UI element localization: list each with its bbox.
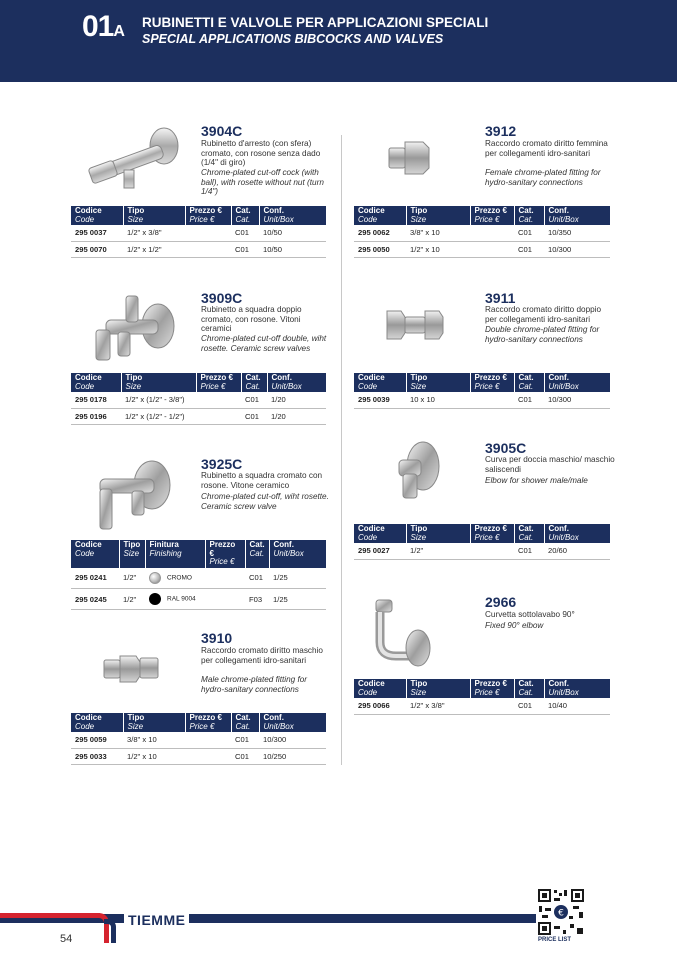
cell-cat: C01	[231, 225, 259, 241]
section-letter: A	[113, 23, 125, 40]
header-label-it: Codice	[75, 373, 102, 382]
product-description-it: Rubinetto d'arresto (con sfera) cromato, con rosone senza dado (1/4" di giro)	[201, 139, 321, 168]
cell-price	[205, 589, 245, 610]
header-label-it: Conf.	[548, 679, 569, 688]
header-label-en: Cat.	[518, 687, 534, 697]
table-row	[71, 408, 326, 424]
table-row	[354, 225, 610, 241]
header-label-it: Codice	[75, 713, 102, 722]
header-label-it: Prezzo €	[189, 713, 222, 722]
col-conf	[544, 206, 610, 225]
cell-conf: 10/40	[544, 698, 610, 714]
cell-size: 1/2" x 1/2"	[123, 241, 185, 257]
col-size	[121, 373, 196, 392]
cell-price	[185, 748, 231, 764]
cell-price	[185, 732, 231, 748]
table-header-row	[71, 206, 326, 225]
cell-conf: 1/20	[267, 392, 326, 408]
cell-size: 1/2" x (1/2" - 1/2")	[121, 408, 196, 424]
header-label-en: Price €	[189, 214, 215, 224]
cell-cat: C01	[514, 225, 544, 241]
product-description-it: Curva per doccia maschio/ maschio saliscendi	[485, 455, 615, 474]
header-label-en: Price €	[474, 687, 500, 697]
col-price	[470, 373, 514, 392]
cell-cat: C01	[245, 568, 269, 589]
product-code: 3911	[485, 290, 516, 306]
header-label-en: Size	[410, 381, 427, 391]
header-label-it: Tipo	[410, 206, 428, 215]
cell-price	[470, 543, 514, 559]
table-header-row	[354, 206, 610, 225]
cell-code: 295 0027	[354, 543, 406, 559]
header-label-en: Unit/Box	[548, 214, 579, 224]
product-code: 3904C	[201, 123, 243, 139]
cell-conf: 10/300	[544, 241, 610, 257]
cell-cat: C01	[231, 748, 259, 764]
qr-label: PRICE LIST	[538, 937, 572, 943]
product-code: 3925C	[201, 456, 243, 472]
cell-cat: C01	[241, 408, 267, 424]
col-code	[71, 713, 123, 732]
cell-price	[196, 408, 241, 424]
product-code: 3912	[485, 123, 517, 139]
header-label-en: Code	[358, 214, 378, 224]
cell-size: 1/2" x 3/8"	[406, 698, 470, 714]
cell-size: 3/8" x 10	[123, 732, 185, 748]
header-label-it: Prezzo €	[189, 206, 222, 215]
header-label-en: Unit/Box	[263, 721, 294, 731]
product-table	[354, 206, 610, 258]
product-description-en: Female chrome-plated fitting for hydro-sanitary connections	[485, 168, 601, 187]
tiemme-logo: TIEMME	[124, 912, 189, 928]
header-label-it: Cat.	[249, 540, 265, 549]
header-label-en: Size	[127, 214, 144, 224]
header-label-en: Unit/Box	[271, 381, 302, 391]
table-row	[354, 698, 610, 714]
header-label-en: Code	[358, 532, 378, 542]
col-conf	[544, 679, 610, 698]
product-description-it: Rubinetto a squadra cromato con rosone. Vitone ceramico	[201, 471, 323, 490]
cell-code: 295 0178	[71, 392, 121, 408]
cell-size: 1/2" x (1/2" - 3/8")	[121, 392, 196, 408]
col-size	[123, 713, 185, 732]
col-size	[406, 206, 470, 225]
cell-code: 295 0066	[354, 698, 406, 714]
page-header	[0, 0, 677, 82]
col-size	[406, 679, 470, 698]
table-row	[71, 225, 326, 241]
cell-cat: C01	[514, 241, 544, 257]
header-label-it: Tipo	[123, 540, 141, 549]
header-label-it: Conf.	[273, 540, 294, 549]
header-label-it: Prezzo €	[209, 540, 236, 558]
cell-conf: 20/60	[544, 543, 610, 559]
col-price	[196, 373, 241, 392]
header-label-it: Conf.	[548, 524, 569, 533]
cell-cat: F03	[245, 589, 269, 610]
header-label-it: Conf.	[263, 713, 284, 722]
cell-conf: 10/300	[544, 392, 610, 408]
col-cat	[514, 206, 544, 225]
header-label-it: Cat.	[518, 373, 534, 382]
table-header-row	[71, 713, 326, 732]
cell-size: 1/2" x 10	[123, 748, 185, 764]
header-label-it: Conf.	[271, 373, 292, 382]
header-label-it: Conf.	[548, 206, 569, 215]
cell-conf: 1/25	[269, 568, 326, 589]
col-size	[119, 540, 145, 568]
cell-code: 295 0050	[354, 241, 406, 257]
cell-size: 1/2"	[119, 589, 145, 610]
cell-price	[470, 392, 514, 408]
cell-size: 1/2" x 3/8"	[123, 225, 185, 241]
table-row	[71, 241, 326, 257]
cell-finish	[145, 589, 205, 610]
svg-text:€: €	[558, 908, 564, 919]
col-cat	[231, 713, 259, 732]
header-label-it: Codice	[358, 679, 385, 688]
header-label-en: Price €	[474, 381, 500, 391]
header-label-it: Codice	[358, 524, 385, 533]
cell-cat: C01	[514, 392, 544, 408]
product-description-it: Raccordo cromato diritto maschio per collegamenti idro-sanitari	[201, 646, 323, 665]
table-header-row	[71, 373, 326, 392]
col-cat	[514, 679, 544, 698]
angle-valve-image	[84, 124, 194, 194]
header-label-en: Code	[358, 687, 378, 697]
header-label-it: Codice	[75, 206, 102, 215]
col-cat	[241, 373, 267, 392]
header-label-en: Code	[75, 214, 95, 224]
cell-cat: C01	[514, 543, 544, 559]
header-label-en: Price €	[200, 381, 226, 391]
header-label-it: Prezzo €	[474, 373, 507, 382]
header-label-en: Unit/Box	[548, 532, 579, 542]
cell-code: 295 0033	[71, 748, 123, 764]
cell-conf: 10/50	[259, 241, 326, 257]
cell-code: 295 0241	[71, 568, 119, 589]
product-description-en: Male chrome-plated fitting for hydro-sanitary connections	[201, 675, 308, 694]
cell-code: 295 0059	[71, 732, 123, 748]
product-description-en: Elbow for shower male/male	[485, 476, 588, 485]
chrome-swatch	[149, 572, 161, 584]
cell-conf: 10/250	[259, 748, 326, 764]
basin-elbow-image	[370, 598, 434, 668]
header-label-it: Prezzo €	[200, 373, 233, 382]
col-cat	[245, 540, 269, 568]
header-label-it: Cat.	[518, 206, 534, 215]
cell-size: 1/2" x 10	[406, 241, 470, 257]
page-number: 54	[60, 933, 73, 945]
header-label-en: Unit/Box	[263, 214, 294, 224]
table-row	[71, 748, 326, 764]
header-label-en: Unit/Box	[273, 548, 304, 558]
cell-code: 295 0245	[71, 589, 119, 610]
header-label-it: Cat.	[518, 524, 534, 533]
cell-conf: 10/300	[259, 732, 326, 748]
col-code	[71, 373, 121, 392]
header-label-en: Cat.	[518, 381, 534, 391]
header-label-it: Tipo	[127, 713, 145, 722]
table-header-row	[71, 540, 326, 568]
product-code: 3910	[201, 630, 233, 646]
cell-code: 295 0062	[354, 225, 406, 241]
col-conf	[269, 540, 326, 568]
cell-conf: 1/20	[267, 408, 326, 424]
cell-cat: C01	[514, 698, 544, 714]
product-description-en: Chrome-plated cut-off, wiht rosette. Ceramic screw valve	[201, 492, 329, 511]
cell-size: 1/2"	[406, 543, 470, 559]
product-table	[354, 679, 610, 715]
cell-price	[470, 241, 514, 257]
header-label-it: Prezzo €	[474, 679, 507, 688]
footer-blue-hook	[104, 919, 116, 943]
header-label-it: Cat.	[235, 713, 251, 722]
cell-price	[185, 225, 231, 241]
col-conf	[259, 206, 326, 225]
header-label-it: Tipo	[410, 373, 428, 382]
cell-price	[205, 568, 245, 589]
col-price	[205, 540, 245, 568]
cell-code: 295 0039	[354, 392, 406, 408]
female-fitting-image	[387, 140, 437, 176]
table-row	[71, 589, 326, 610]
angle-valve-image	[92, 455, 182, 535]
header-label-en: Size	[410, 532, 427, 542]
cell-code: 295 0196	[71, 408, 121, 424]
header-label-it: Codice	[358, 373, 385, 382]
col-size	[123, 206, 185, 225]
product-table	[71, 206, 326, 258]
header-label-en: Cat.	[245, 381, 261, 391]
finish-label: RAL 9004	[167, 595, 196, 603]
product-table	[354, 373, 610, 409]
header-label-en: Size	[127, 721, 144, 731]
cell-price	[470, 225, 514, 241]
black-swatch	[149, 593, 161, 605]
product-description-it: Raccordo cromato diritto femmina per collegamenti idro-sanitari	[485, 139, 608, 158]
header-label-en: Code	[75, 548, 95, 558]
col-cat	[514, 373, 544, 392]
table-row	[354, 543, 610, 559]
header-label-en: Cat.	[235, 721, 251, 731]
footer-red-stripe	[0, 913, 100, 918]
col-cat	[231, 206, 259, 225]
cell-code: 295 0070	[71, 241, 123, 257]
col-code	[354, 524, 406, 543]
cell-cat: C01	[241, 392, 267, 408]
cell-price	[196, 392, 241, 408]
col-code	[71, 540, 119, 568]
header-label-en: Cat.	[235, 214, 251, 224]
table-row	[354, 392, 610, 408]
col-finish	[145, 540, 205, 568]
header-label-it: Finitura	[149, 540, 179, 549]
cell-price	[470, 698, 514, 714]
cell-size: 10 x 10	[406, 392, 470, 408]
header-label-it: Codice	[358, 206, 385, 215]
section-number: 01A	[82, 10, 125, 43]
header-label-en: Size	[125, 381, 142, 391]
header-label-en: Price €	[189, 721, 215, 731]
col-price	[470, 679, 514, 698]
col-price	[185, 206, 231, 225]
header-label-it: Codice	[75, 540, 102, 549]
product-description-en: Chrome-plated cut-off double, wiht rosette. Ceramic screw valves	[201, 334, 327, 353]
header-label-it: Cat.	[518, 679, 534, 688]
header-label-it: Prezzo €	[474, 524, 507, 533]
cell-conf: 1/25	[269, 589, 326, 610]
product-description-en: Chrome-plated cut-off cock (with ball), with rosette without nut (turn 1/4")	[201, 168, 324, 197]
header-label-en: Code	[75, 381, 95, 391]
header-label-en: Price €	[474, 214, 500, 224]
header-label-en: Unit/Box	[548, 381, 579, 391]
table-header-row	[354, 373, 610, 392]
col-code	[71, 206, 123, 225]
header-label-it: Tipo	[125, 373, 143, 382]
double-valve-image	[88, 290, 183, 368]
table-row	[71, 568, 326, 589]
section-title-it: RUBINETTI E VALVOLE PER APPLICAZIONI SPECIALI	[142, 15, 489, 30]
shower-elbow-image	[393, 438, 443, 502]
product-table	[71, 713, 326, 765]
col-code	[354, 679, 406, 698]
header-label-it: Conf.	[263, 206, 284, 215]
header-label-en: Size	[410, 687, 427, 697]
col-conf	[544, 373, 610, 392]
product-code: 3905C	[485, 440, 527, 456]
product-table	[71, 540, 326, 610]
header-label-en: Unit/Box	[548, 687, 579, 697]
col-price	[470, 206, 514, 225]
male-fitting-image	[102, 648, 162, 688]
product-description-en: Double chrome-plated fitting for hydro-sanitary connections	[485, 325, 600, 344]
col-price	[470, 524, 514, 543]
cell-cat: C01	[231, 241, 259, 257]
table-header-row	[354, 679, 610, 698]
cell-price	[185, 241, 231, 257]
header-label-it: Prezzo €	[474, 206, 507, 215]
header-label-it: Conf.	[548, 373, 569, 382]
header-label-it: Cat.	[245, 373, 261, 382]
col-conf	[544, 524, 610, 543]
col-size	[406, 524, 470, 543]
product-table	[71, 373, 326, 425]
header-label-en: Cat.	[518, 532, 534, 542]
col-price	[185, 713, 231, 732]
table-row	[71, 732, 326, 748]
col-size	[406, 373, 470, 392]
header-label-it: Tipo	[410, 524, 428, 533]
cell-size: 1/2"	[119, 568, 145, 589]
cell-size: 3/8" x 10	[406, 225, 470, 241]
product-description-en: Fixed 90° elbow	[485, 621, 544, 630]
table-row	[71, 392, 326, 408]
header-label-en: Size	[123, 548, 140, 558]
header-label-en: Cat.	[249, 548, 265, 558]
header-label-it: Cat.	[235, 206, 251, 215]
product-code: 2966	[485, 594, 517, 610]
finish-label: CROMO	[167, 574, 192, 582]
col-code	[354, 373, 406, 392]
double-fitting-image	[383, 307, 448, 343]
product-table	[354, 524, 610, 560]
cell-conf: 10/350	[544, 225, 610, 241]
col-cat	[514, 524, 544, 543]
cell-conf: 10/50	[259, 225, 326, 241]
header-label-en: Code	[358, 381, 378, 391]
section-title-en: SPECIAL APPLICATIONS BIBCOCKS AND VALVES	[142, 32, 444, 46]
product-description-it: Rubinetto a squadra doppio cromato, con rosone. Vitoni ceramici	[201, 305, 302, 334]
col-code	[354, 206, 406, 225]
cell-cat: C01	[231, 732, 259, 748]
cell-code: 295 0037	[71, 225, 123, 241]
header-label-en: Size	[410, 214, 427, 224]
product-code: 3909C	[201, 290, 243, 306]
header-label-en: Cat.	[518, 214, 534, 224]
qr-code-icon[interactable]	[537, 888, 585, 936]
header-label-it: Tipo	[127, 206, 145, 215]
col-conf	[267, 373, 326, 392]
column-divider	[341, 135, 342, 765]
cell-finish	[145, 568, 205, 589]
table-header-row	[354, 524, 610, 543]
header-label-it: Tipo	[410, 679, 428, 688]
header-label-en: Code	[75, 721, 95, 731]
header-label-en: Price €	[209, 557, 235, 566]
col-conf	[259, 713, 326, 732]
product-description-it: Raccordo cromato diritto doppio per collegamenti idro-sanitari	[485, 305, 602, 324]
product-description-it: Curvetta sottolavabo 90°	[485, 610, 575, 619]
header-label-en: Finishing	[149, 548, 182, 558]
header-label-en: Price €	[474, 532, 500, 542]
table-row	[354, 241, 610, 257]
